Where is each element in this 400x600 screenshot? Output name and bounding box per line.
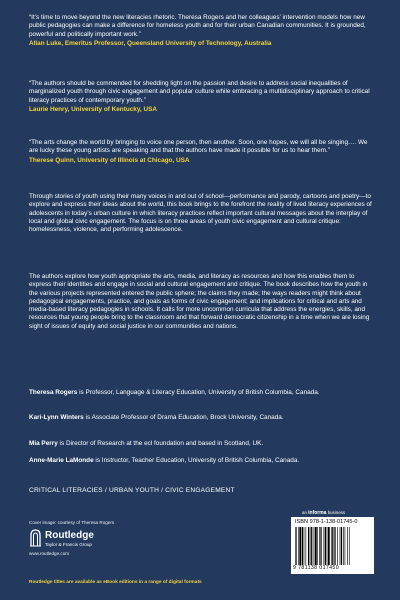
author-bio: [29, 457, 374, 465]
informa-business-label: [302, 510, 345, 516]
author-bio-text: is Instructor, Teacher Education, University of British Columbia, Canada.: [93, 457, 300, 464]
paragraph-text: Through stories of youth using their many voices in and out of school—performance and parody, cartoons and poetry—to explore and express their ideas about the world, this book brings to the forefront the reality of lived literacy experiences of adolescents in today’s urban culture in which literacy practices reflect important cultural messages about the interplay of local and global civic engagement. The focus is on three areas of youth civic engagement and cultural critique: homelessness, violence, and performing adolescence.: [29, 193, 372, 234]
author-bio-text: is Professor, Language & Literacy Education, University of British Columbia, Canada.: [77, 389, 320, 396]
barcode-bar: [302, 527, 303, 565]
barcode-bar: [314, 527, 315, 565]
barcode-bar: [328, 527, 330, 565]
barcode-bar: [299, 527, 301, 565]
endorsement-quote-3: [29, 139, 374, 165]
barcode-bar: [308, 527, 309, 565]
author-name: Anne-Marie LaMonde: [29, 457, 94, 464]
barcode-bar: [315, 527, 317, 565]
barcode-bar: [304, 527, 305, 565]
barcode-bar: [349, 527, 350, 565]
barcode-bars: [295, 527, 370, 565]
endorsement-quote-2: [29, 80, 374, 114]
description-paragraph-1: [29, 193, 374, 234]
barcode-bar: [310, 527, 311, 565]
quote-attribution: Laurie Henry, University of Kentucky, USA: [29, 105, 157, 113]
barcode-bar: [331, 527, 332, 565]
informa-name: informa: [308, 510, 327, 516]
barcode-bar: [334, 527, 335, 565]
quote-attribution: Therese Quinn, University of Illinois at Chicago, USA: [29, 156, 190, 164]
barcode-bar: [324, 527, 325, 565]
paragraph-text: The authors explore how youth appropriate the arts, media, and literacy as resources and how this enables them to express their identities and engage in social and cultural engagement and critique. The book describes how the youth in the various projects represented entered the public sphere; the claims they made; the ways readers might think about pedagogical engagements, practice, and goals as forms of civic engagement; and implications for critical and arts and media-based literacy pedagogies in schools. It calls for more uncommon curricula that address the energies, skills, and resources that young people bring to the classroom and that forward democratic citizenship in a time when we are losing sight of issues of equity and social justice in our communities and nations.: [29, 273, 370, 330]
publisher-name: Routledge: [45, 530, 94, 541]
subject-categories: CRITICAL LITERACIES / URBAN YOUTH / CIVIC ENGAGEMENT: [29, 487, 235, 494]
barcode-bar: [306, 527, 307, 565]
informa-suffix: business: [327, 510, 346, 515]
publisher-logo: [29, 529, 139, 559]
author-bio: [29, 414, 374, 422]
author-name: Theresa Rogers: [29, 389, 78, 396]
barcode-bar: [332, 527, 333, 565]
author-name: Kari-Lynn Winters: [29, 414, 84, 421]
barcode-bar: [325, 527, 326, 565]
barcode-bar: [337, 527, 338, 565]
quote-text: “The authors should be commended for shedding light on the passion and desire to address social inequalities of marginalized youth through civic engagement and popular culture while embracing a multidisciplinary approach to critical literacy practices of contemporary youth.”: [29, 80, 370, 104]
informa-prefix: an: [302, 510, 307, 515]
quote-text: “It’s time to move beyond the new literacies rhetoric. Theresa Rogers and her colleagues’ intervention models how new public pedagogies can make a difference for homeless youth and for their urban Canadian communities. It is grounded, powerful and politically important work.”: [29, 14, 366, 38]
routledge-logo-icon: [29, 529, 42, 547]
barcode-bar: [296, 527, 297, 565]
barcode-bar: [327, 527, 328, 565]
description-paragraph-2: [29, 273, 374, 331]
isbn-barcode: [291, 517, 374, 574]
endorsement-quote-1: [29, 14, 374, 48]
publisher-url: www.routledge.com: [29, 551, 70, 556]
author-bio-text: is Director of Research at the ecl foundation and based in Scotland, UK.: [57, 440, 264, 447]
quote-attribution: Allan Luke, Emeritus Professor, Queensland University of Technology, Australia: [29, 39, 272, 47]
author-bio: [29, 440, 374, 448]
barcode-bar: [320, 527, 321, 565]
barcode-bar: [343, 527, 344, 565]
quote-text: “The arts change the world by bringing to voice one person, then another. Soon, one hopes, we will all be singing…. We are lucky these young artists are speaking and that the authors have made it possible for us to hear them.”: [29, 139, 368, 155]
barcode-bar: [341, 527, 342, 565]
barcode-bar: [345, 527, 346, 565]
barcode-bar: [319, 527, 320, 565]
publisher-group: Taylor & Francis Group: [45, 542, 92, 547]
barcode-bar: [298, 527, 299, 565]
barcode-bar: [317, 527, 318, 565]
author-bio: [29, 389, 374, 397]
ebook-availability-note: Routledge titles are available as eBook editions in a range of digital formats: [29, 580, 202, 585]
author-bio-text: is Associate Professor of Drama Education, Brock University, Canada.: [83, 414, 284, 421]
author-name: Mia Perry: [29, 440, 58, 447]
barcode-bar: [347, 527, 348, 565]
barcode-bar: [295, 527, 296, 565]
isbn-number: ISBN 978-1-138-01745-0: [295, 519, 358, 525]
barcode-bar: [335, 527, 336, 565]
barcode-bar: [311, 527, 312, 565]
cover-image-credit: Cover image: courtesy of Theresa Rogers: [29, 520, 115, 525]
barcode-digits: 9 781138 017450: [293, 565, 340, 571]
barcode-bar: [340, 527, 341, 565]
